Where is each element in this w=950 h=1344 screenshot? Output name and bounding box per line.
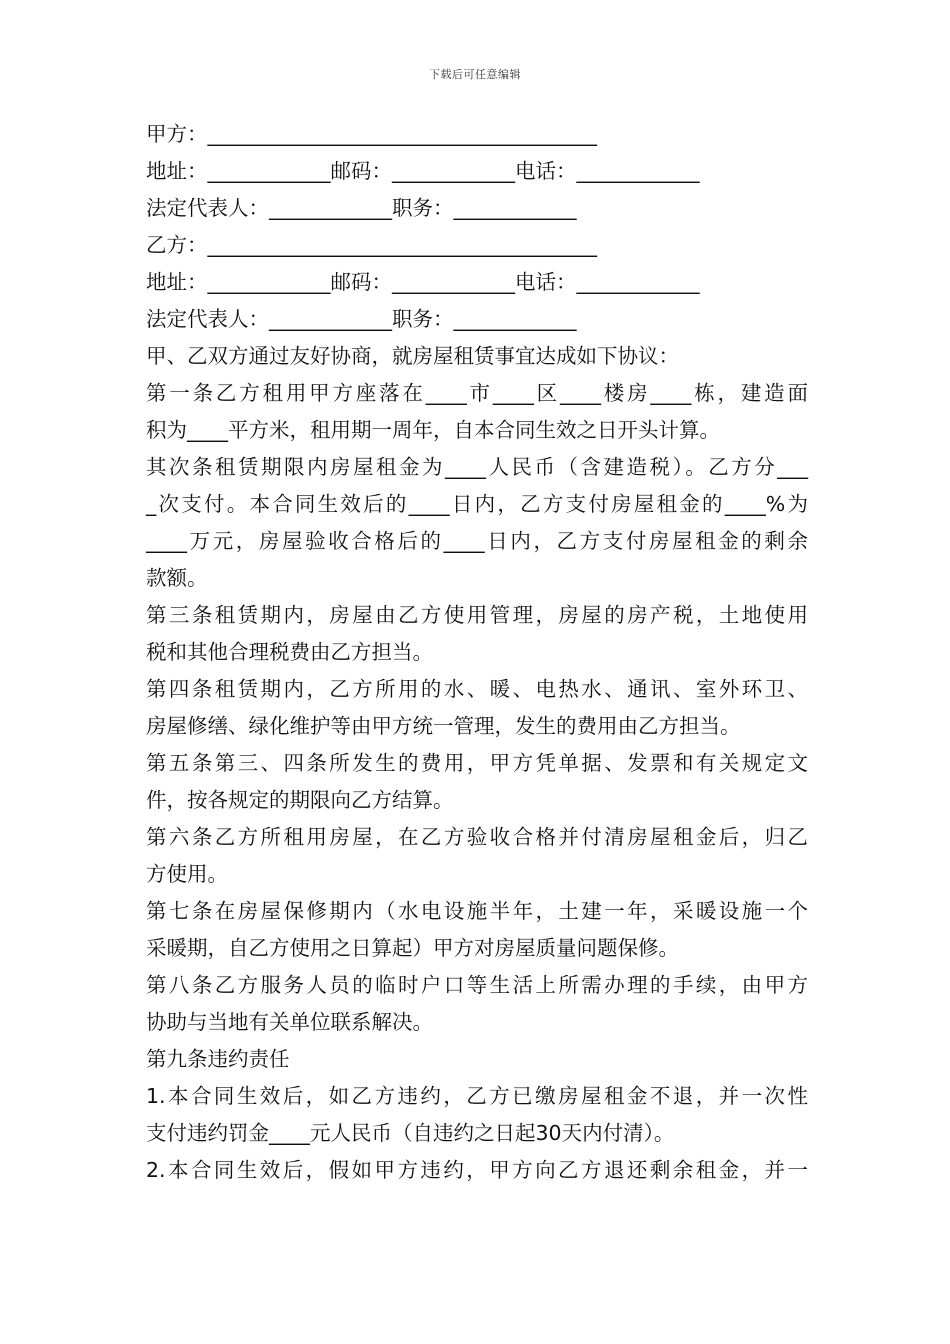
article-5-line-2: 件，按各规定的期限向乙方结算。 [146,788,454,812]
article-6-line-1: 第六条乙方所租用房屋，在乙方验收合格并付清房屋租金后，归乙 [146,825,808,849]
clause-2-line-1: 2.本合同生效后，假如甲方违约，甲方向乙方退还剩余租金，并一 [146,1158,808,1182]
header-note: 下载后可任意编辑 [429,68,521,81]
document-body [146,116,808,1189]
article-4-line-1: 第四条租赁期内，乙方所用的水、暖、电热水、通讯、室外环卫、 [146,677,808,701]
party-a-line: 甲方：______________________________________ [146,122,597,146]
article-2-line-4: 款额。 [146,566,208,590]
article-5-line-1: 第五条第三、四条所发生的费用，甲方凭单据、发票和有关规定文 [146,751,808,775]
party-b-address-line: 地址：____________邮码：____________电话：____________ [146,270,700,294]
article-8-line-2: 协助与当地有关单位联系解决。 [146,1010,433,1034]
article-3-line-1: 第三条租赁期内，房屋由乙方使用管理，房屋的房产税，土地使用 [146,603,808,627]
article-9-heading: 第九条违约责任 [146,1047,290,1071]
party-b-representative-line: 法定代表人：____________职务：____________ [146,307,577,331]
article-3-line-2: 税和其他合理税费由乙方担当。 [146,640,433,664]
article-2-line-1: 其次条租赁期限内房屋租金为____人民币（含建造税）。乙方分___ [146,455,808,479]
clause-1-line-2: 支付违约罚金____元人民币（自违约之日起30天内付清）。 [146,1121,675,1145]
article-7-line-1: 第七条在房屋保修期内（水电设施半年，土建一年，采暖设施一个 [146,899,808,923]
article-4-line-2: 房屋修缮、绿化维护等由甲方统一管理，发生的费用由乙方担当。 [146,714,741,738]
agreement-intro: 甲、乙双方通过友好协商，就房屋租赁事宜达成如下协议： [146,344,679,368]
article-1-line-2: 积为____平方米，租用期一周年，自本合同生效之日开头计算。 [146,418,720,442]
party-a-address-line: 地址：____________邮码：____________电话：____________ [146,159,700,183]
article-6-line-2: 方使用。 [146,862,228,886]
clause-1-line-1: 1.本合同生效后，如乙方违约，乙方已缴房屋租金不退，并一次性 [146,1084,808,1108]
article-8-line-1: 第八条乙方服务人员的临时户口等生活上所需办理的手续，由甲方 [146,973,808,997]
article-2-line-2: _次支付。本合同生效后的____日内，乙方支付房屋租金的____%为 [146,492,808,516]
article-2-line-3: ____万元，房屋验收合格后的____日内，乙方支付房屋租金的剩余 [146,529,808,553]
article-7-line-2: 采暖期，自乙方使用之日算起）甲方对房屋质量问题保修。 [146,936,679,960]
article-1-line-1: 第一条乙方租用甲方座落在____市____区____楼房____栋，建造面 [146,381,808,405]
party-a-representative-line: 法定代表人：____________职务：____________ [146,196,577,220]
party-b-line: 乙方：______________________________________ [146,233,597,257]
